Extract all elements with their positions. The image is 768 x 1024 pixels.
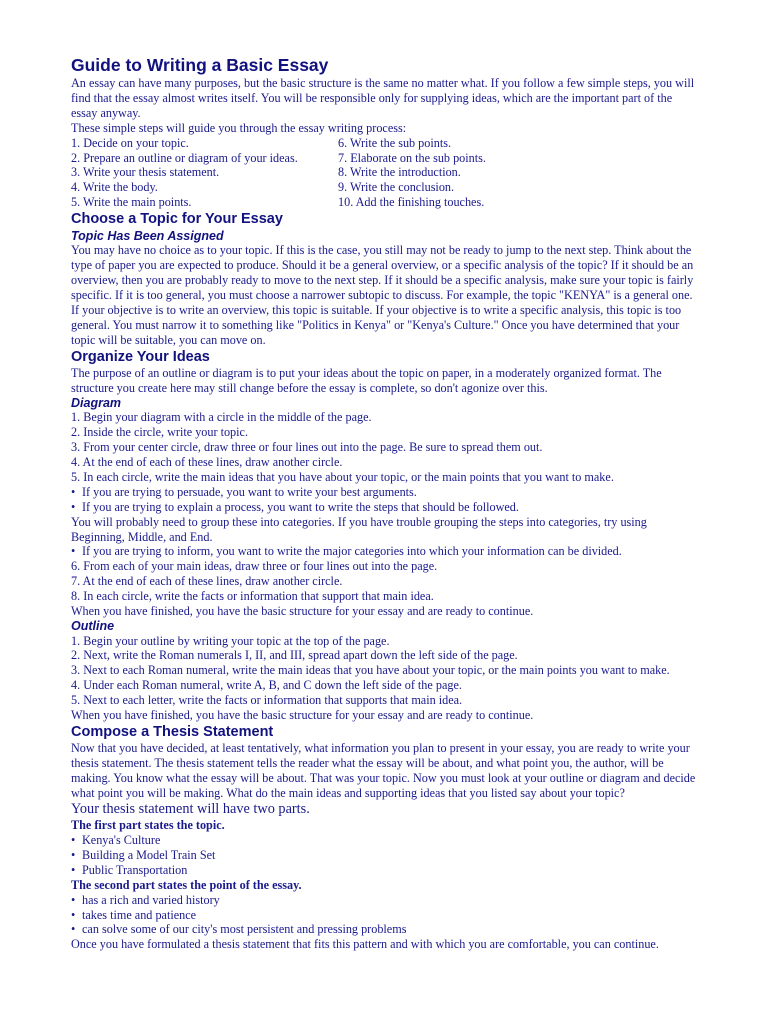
section-heading-topic: Choose a Topic for Your Essay [71, 211, 283, 228]
bullet-item: • Building a Model Train Set [71, 848, 701, 863]
list-item: 5. In each circle, write the main ideas that you have about your topic, or the main points that you want to make. [71, 469, 614, 484]
step-item: 5. Write the main points. [71, 195, 192, 210]
bullet-item: • Public Transportation [71, 863, 701, 878]
list-item: 4. At the end of each of these lines, draw another circle. [71, 455, 343, 470]
document-page [71, 55, 701, 952]
intro-paragraph: An essay can have many purposes, but the basic structure is the same no matter what. If you follow a few simple steps, you will find that the essay almost writes itself. You will be responsible only for supplying ideas, which are the important part of the essay anyway. [71, 76, 695, 120]
first-part-list [71, 833, 701, 878]
organize-paragraph: The purpose of an outline or diagram is to put your ideas about the topic on paper, in a moderately organized format. The structure you create here may still change before the essay is complete, so don't agonize over this. [71, 366, 662, 395]
list-item: 2. Next, write the Roman numerals I, II, and III, spread apart down the left side of the page. [71, 648, 518, 663]
section-heading-thesis: Compose a Thesis Statement [71, 723, 274, 740]
list-item: 1. Begin your diagram with a circle in the middle of the page. [71, 410, 372, 425]
bullet-item: • If you are trying to inform, you want to write the major categories into which your information can be divided. [71, 544, 701, 559]
subheading-topic-assigned: Topic Has Been Assigned [71, 228, 224, 243]
diagram-steps-list-continued [71, 559, 701, 604]
steps-list [71, 136, 701, 211]
step-item: 2. Prepare an outline or diagram of your ideas. [71, 150, 298, 165]
outline-steps-list [71, 634, 701, 709]
step-item: 3. Write your thesis statement. [71, 165, 220, 180]
section-heading-organize: Organize Your Ideas [71, 348, 210, 365]
list-item: 2. Inside the circle, write your topic. [71, 425, 248, 440]
outline-done: When you have finished, you have the basic structure for your essay and are ready to continue. [71, 708, 534, 723]
step-item: 7. Elaborate on the sub points. [338, 150, 486, 165]
list-item: 7. At the end of each of these lines, draw another circle. [71, 574, 343, 589]
second-part-label: The second part states the point of the essay. [71, 877, 302, 892]
list-item: 5. Next to each letter, write the facts or information that supports that main idea. [71, 693, 463, 708]
topic-paragraph: You may have no choice as to your topic. If this is the case, you still may not be ready to jump to the next step. Think about the type of paper you are expected to produce. Should it be a general overview, or a specific analysis of the topic? If it should be an overview, then you are probably ready to move to the next step. If it should be a specific analysis, make sure your topic is fairly specific. If it is too general, you must choose a narrower subtopic to discuss. For example, the topic "KENYA" is a general one. If your objective is to write an overview, this topic is suitable. If your objective is to write a specific analysis, this topic is too general. You must narrow it to something like "Politics in Kenya" or "Kenya's Culture." Once you have determined that your topic will be suitable, you can move on. [71, 243, 694, 347]
list-item: 6. From each of your main ideas, draw three or four lines out into the page. [71, 559, 438, 574]
thesis-closing: Once you have formulated a thesis statement that fits this pattern and with which you are comfortable, you can continue. [71, 937, 659, 952]
diagram-bullets [71, 485, 701, 515]
step-item: 9. Write the conclusion. [338, 180, 455, 195]
step-item: 6. Write the sub points. [338, 135, 452, 150]
diagram-bullets-inform [71, 544, 701, 559]
step-item: 4. Write the body. [71, 180, 158, 195]
thesis-paragraph: Now that you have decided, at least tentatively, what information you plan to present in your essay, you are ready to write your thesis statement. The thesis statement tells the reader what the essay will be about, and what point you, the author, will be making. You know what the essay will be about. That was your topic. Now you must look at your outline or diagram and decide what point you will be making. What do the main ideas and supporting ideas that you listed say about your topic? [71, 741, 696, 801]
bullet-item: • takes time and patience [71, 908, 701, 923]
step-item: 10. Add the finishing touches. [338, 195, 485, 210]
subheading-diagram: Diagram [71, 395, 122, 410]
diagram-steps-list [71, 410, 701, 485]
steps-right-column [338, 136, 486, 211]
list-item: 3. Next to each Roman numeral, write the main ideas that you have about your topic, or the main points you want to make. [71, 663, 670, 678]
list-item: 8. In each circle, write the facts or information that support that main idea. [71, 589, 434, 604]
subheading-outline: Outline [71, 619, 115, 633]
page-title: Guide to Writing a Basic Essay [71, 55, 329, 75]
diagram-note: You will probably need to group these into categories. If you have trouble grouping the steps into categories, try using Beginning, Middle, and End. [71, 514, 647, 544]
bullet-item: • has a rich and varied history [71, 893, 701, 908]
bullet-item: • can solve some of our city's most persistent and pressing problems [71, 922, 701, 937]
step-item: 8. Write the introduction. [338, 165, 461, 180]
bullet-item: • If you are trying to persuade, you want to write your best arguments. [71, 485, 701, 500]
steps-left-column [71, 136, 338, 211]
list-item: 4. Under each Roman numeral, write A, B, and C down the left side of the page. [71, 678, 462, 693]
diagram-done: When you have finished, you have the basic structure for your essay and are ready to continue. [71, 604, 534, 619]
list-item: 1. Begin your outline by writing your topic at the top of the page. [71, 633, 390, 648]
second-part-list [71, 893, 701, 938]
bullet-item: • Kenya's Culture [71, 833, 701, 848]
bullet-item: • If you are trying to explain a process, you want to write the steps that should be followed. [71, 500, 701, 515]
step-item: 1. Decide on your topic. [71, 135, 189, 150]
first-part-label: The first part states the topic. [71, 818, 225, 833]
steps-intro: These simple steps will guide you through the essay writing process: [71, 120, 407, 135]
thesis-two-parts: Your thesis statement will have two parts. [71, 801, 310, 818]
list-item: 3. From your center circle, draw three or four lines out into the page. Be sure to spread them out. [71, 440, 543, 455]
